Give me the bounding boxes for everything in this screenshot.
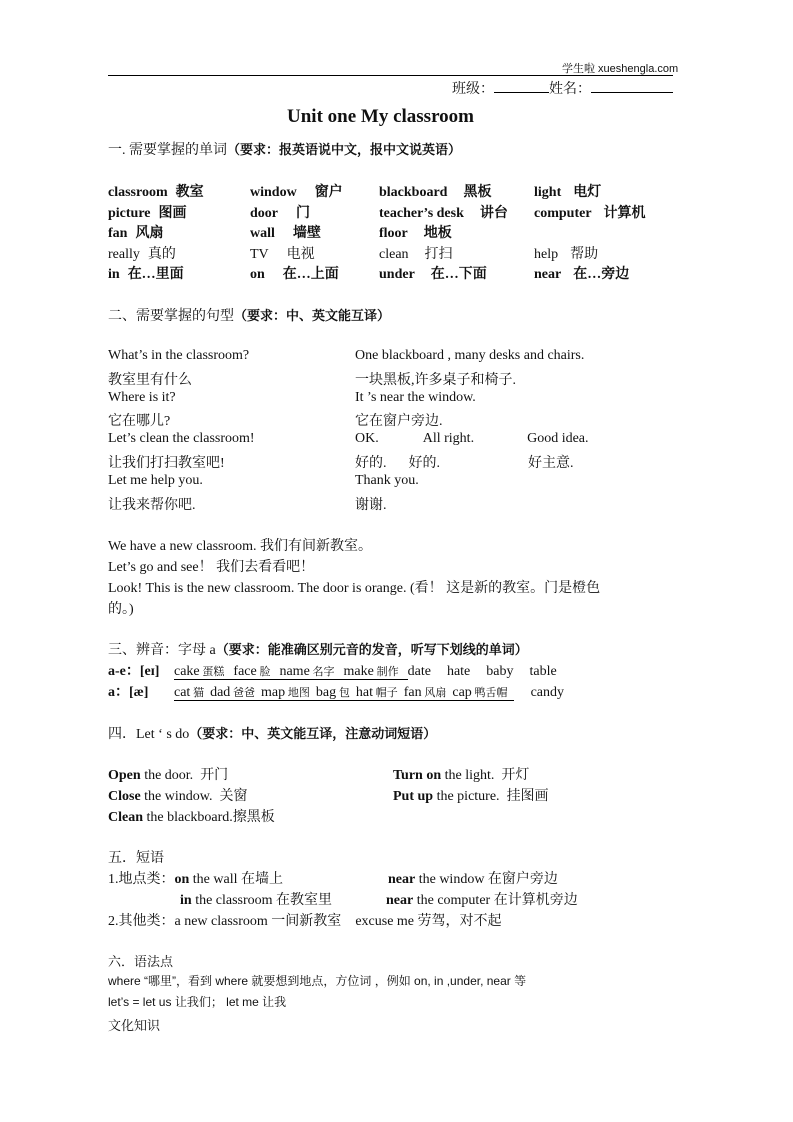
vocab-en: window [250,185,297,200]
phonics-word-candy: candy [530,685,564,700]
vocab-en: under [379,267,415,282]
vocab-item [108,263,184,283]
vocab-item [108,243,176,263]
phonics-plain-word: table [529,664,557,679]
vocab-en: near [534,267,562,282]
section5-heading: 五．短语 [108,851,164,866]
phonics-word: bag 包 [315,685,350,700]
vocab-item [108,202,187,222]
sentence-left: 让我来帮你吧. [108,497,196,513]
vocab-zh: 讲台 [479,205,508,221]
vocab-zh: 门 [296,205,310,221]
section6-heading: 六．语法点 [108,954,174,969]
thank-you-en: Thank you. [355,473,419,488]
phonics-word: cat 猫 [174,685,205,700]
vocab-en: wall [250,226,275,241]
vocab-item [534,263,629,283]
vocab-zh: 在…里面 [127,267,184,282]
phonics-plain-word: baby [486,664,514,679]
phrase-near-window: near the window 在窗户旁边 [388,872,558,887]
vocab-zh: 帮助 [570,246,599,262]
section2-heading: 二、需要掌握的句型（要求：中、英文能互译） [108,308,391,324]
vocab-item [379,263,487,283]
vocab-en: floor [379,226,408,241]
action-close: Close the window. 关窗 [108,789,248,804]
culture-heading: 文化知识 [108,1018,161,1033]
vocab-en: help [534,246,559,262]
vocab-zh: 计算机 [603,205,646,221]
sentence-right: It ’s near the window. [355,389,476,405]
name-label: 姓名： [549,82,591,97]
sentence-left: 教室里有什么 [108,372,192,388]
vocab-en: teacher’s desk [379,205,464,221]
action-put-up: Put up the picture. 挂图画 [393,789,549,804]
vocab-item [250,243,315,263]
vocab-zh: 墙壁 [292,226,321,241]
vocab-en: on [250,267,265,282]
para-line-3: Look! This is the new classroom. The door is orange. (看！ 这是新的教室。门是橙色 [108,581,601,596]
vocab-item [250,181,343,201]
class-label: 班级： [452,82,494,97]
vocab-item [534,202,646,222]
vocab-en: in [108,267,120,282]
phonics-word: fan 风扇 [403,685,447,700]
header-rule [108,75,673,76]
vocab-zh: 在…旁边 [573,267,630,282]
section1-heading: 一. 需要掌握的单词（要求：报英语说中文，报中文说英语） [108,142,462,158]
phrase-in-classroom: in the classroom 在教室里 [180,893,333,908]
vocab-zh: 在…下面 [430,267,487,282]
sentence-right: One blackboard , many desks and chairs. [355,348,585,363]
action-open: Open the door. 开门 [108,768,229,783]
sentence-left: Where is it? [108,389,176,405]
vocab-item [250,202,310,222]
name-blank [591,79,673,93]
vocab-item [108,181,204,201]
phonics-word: face 脸 [233,664,271,679]
sentence-right: 它在窗户旁边. [355,414,443,430]
ok-row-en: OK. All right. Good idea. [355,431,589,446]
vocab-en: blackboard [379,185,448,200]
vocab-en: fan [108,226,128,241]
vocab-zh: 窗户 [314,185,343,200]
thank-you-zh: 谢谢. [355,498,387,513]
vocab-zh: 电灯 [573,185,602,200]
vocab-zh: 图画 [158,205,187,221]
vocab-item [250,222,321,242]
vocab-item [534,243,598,263]
phonics-word: dad 爸爸 [210,685,256,700]
vocab-en: computer [534,205,592,221]
phonics-word: map 地图 [261,685,310,700]
action-turn-on: Turn on the light. 开灯 [393,768,530,783]
site-watermark: 学生啦 xueshengla.com [562,63,679,75]
phonics-word: make 制作 [343,664,399,679]
phonics-word: cap 鸭舌帽 [452,685,508,700]
vocab-item [108,222,163,242]
grammar-line-1: where “哪里”，看到 where 就要想到地点，方位词 ，例如 on, in ,under, near 等 [108,974,527,988]
vocab-zh: 在…上面 [282,267,339,282]
vocab-item [379,243,453,263]
phrase-near-computer: near the computer 在计算机旁边 [386,893,578,908]
sentence-left: Let me help you. [108,472,203,488]
vocab-en: clean [379,246,409,262]
vocab-zh: 真的 [147,246,176,262]
vocab-en: classroom [108,185,168,200]
vocab-zh: 黑板 [463,185,492,200]
phonics-plain-word: hate [446,664,471,679]
section3-heading: 三、辨音：字母 a（要求：能准确区别元音的发音，听写下划线的单词） [108,642,528,658]
phrase-place-row-1: 1.地点类：on the wall 在墙上 [108,872,284,887]
para-line-1: We have a new classroom. 我们有间新教室。 [108,539,373,554]
ok-row-zh: 好的. 好的. 好主意. [355,456,574,471]
vocab-en: door [250,205,278,221]
phonics-word: cake 蛋糕 [174,664,225,679]
para-line-2: Let’s go and see！ 我们去看看吧！ [108,560,315,575]
grammar-line-2: let’s = let us 让我们； let me 让我 [108,995,287,1009]
phonics-plain-word: date [407,664,431,679]
class-name-fields [452,78,673,98]
para-line-4: 的。) [108,602,134,617]
sentence-left: 它在哪儿? [108,414,171,430]
section4-heading: 四．Let ‘ s do（要求：中、英文能互译，注意动词短语） [108,726,437,742]
phrase-other-row: 2.其他类：a new classroom 一间新教室 excuse me 劳驾，对不起 [108,914,502,929]
sentence-left: 让我们打扫教室吧! [108,456,225,471]
sentence-left: Let’s clean the classroom! [108,431,255,447]
vocab-item [534,181,601,201]
class-blank [494,79,549,93]
page-title: Unit one My classroom [287,106,474,127]
vocab-zh: 电视 [286,246,315,262]
sentence-left: What’s in the classroom? [108,348,250,363]
phonics-word: hat 帽子 [355,685,398,700]
vocab-item [379,181,491,201]
vocab-en: light [534,185,562,200]
vocab-en: really [108,246,140,262]
vocab-en: TV [250,246,269,262]
vocab-zh: 地板 [423,226,452,241]
vocab-en: picture [108,205,151,221]
vocab-zh: 教室 [175,185,204,200]
vocab-zh: 风扇 [135,226,164,241]
vocab-item [379,202,508,222]
sentence-right: 一块黑板,许多桌子和椅子. [355,372,516,388]
phonics-row-1: a-e：[eɪ] cake 蛋糕 face 脸 name 名字 make 制作 date hate baby table [108,664,557,679]
phonics-word: name 名字 [279,664,335,679]
vocab-item [250,263,339,283]
vocab-zh: 打扫 [424,246,453,262]
vocab-item [379,222,452,242]
phonics-row-2: a：[æ] cat 猫 dad 爸爸 map 地图 bag 包 hat 帽子 fan 风扇 cap 鸭舌帽 candy [108,685,564,700]
action-clean: Clean the blackboard.擦黑板 [108,810,275,825]
